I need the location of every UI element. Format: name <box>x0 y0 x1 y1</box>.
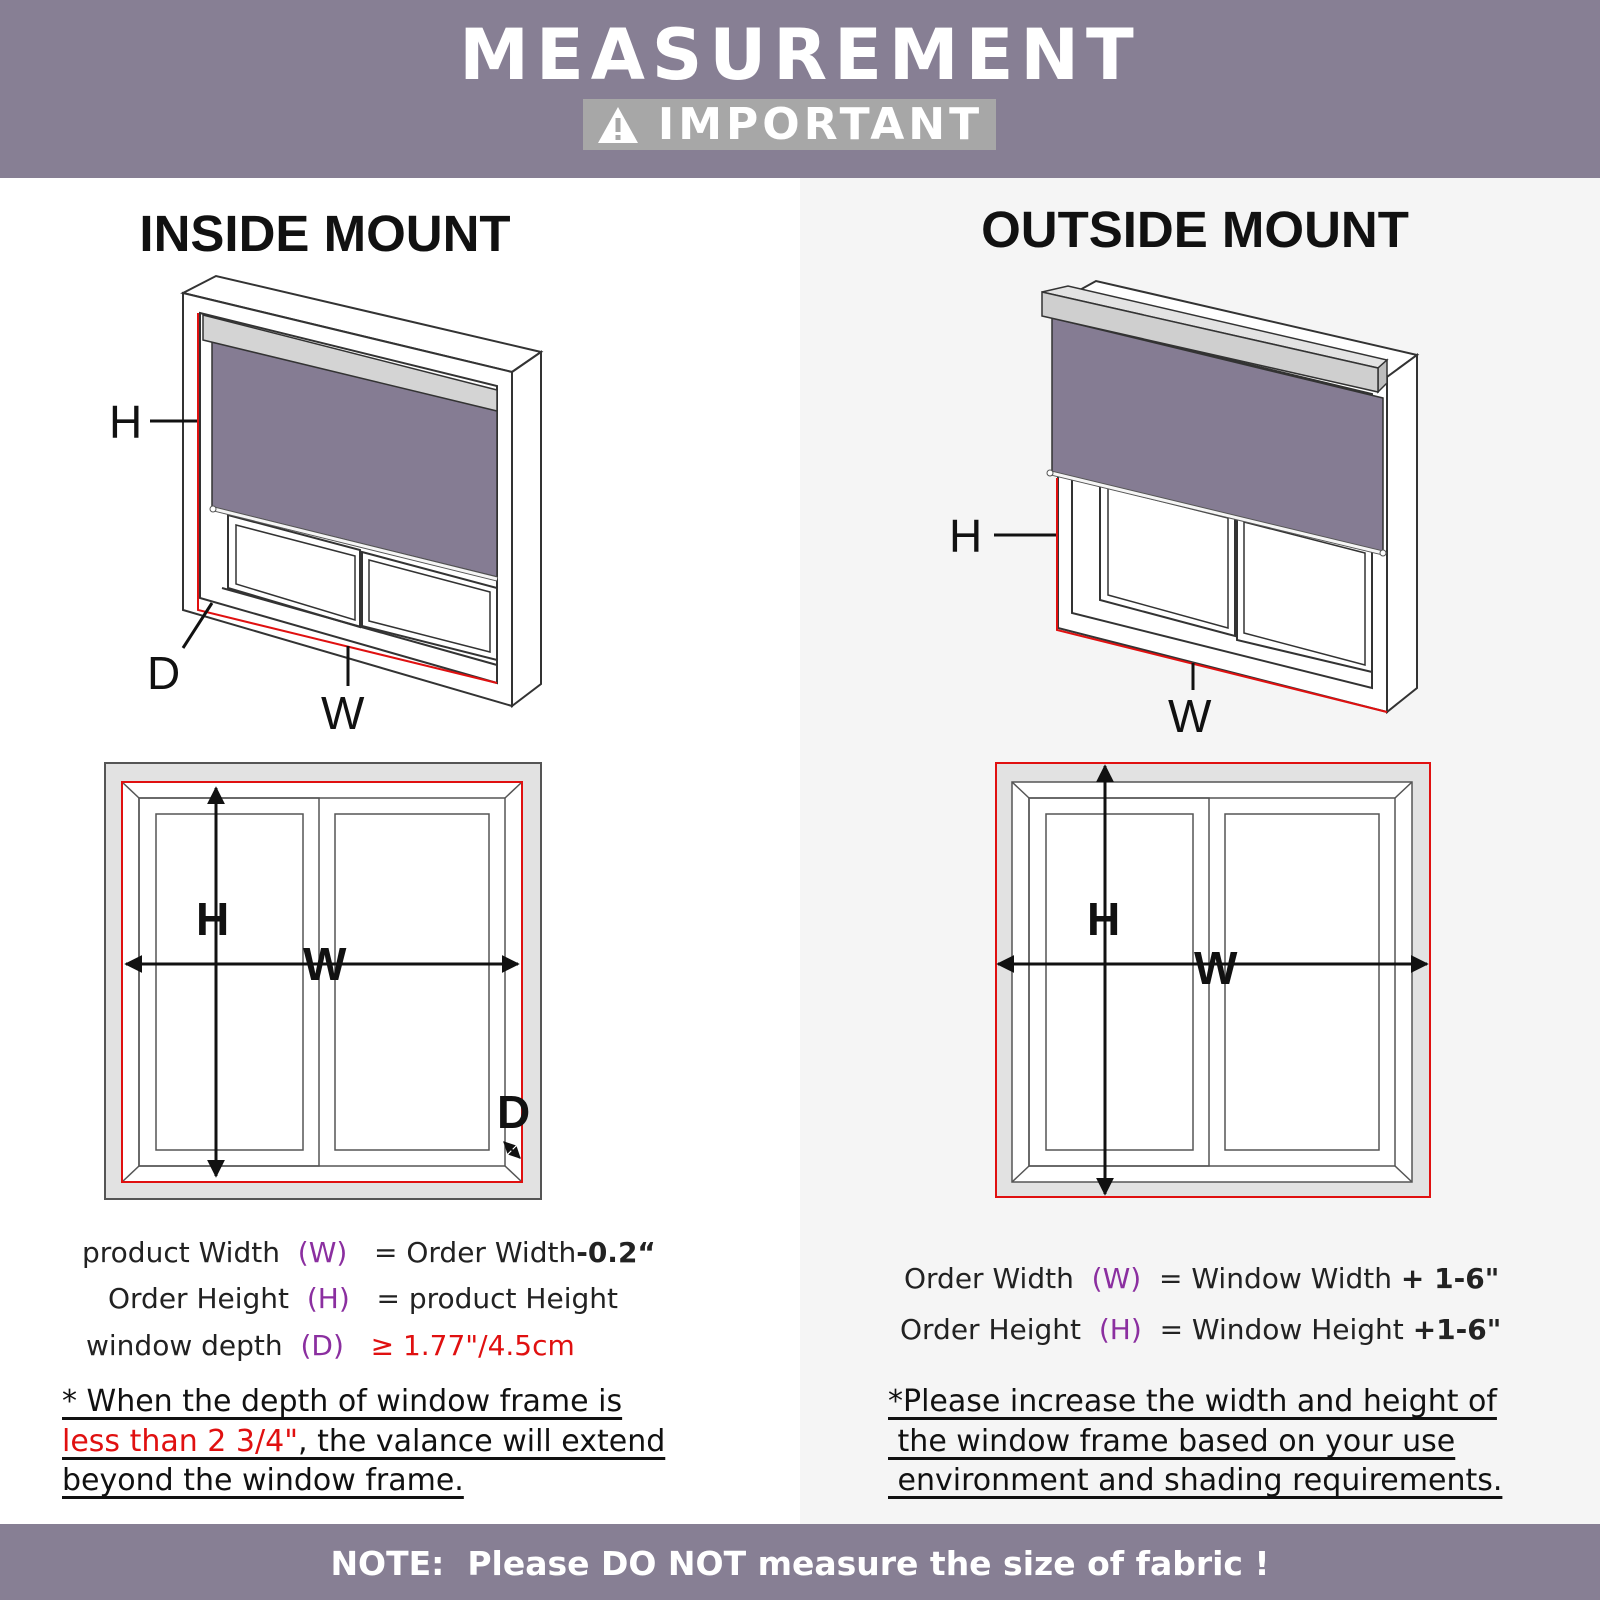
inside-note-line-2 <box>62 1424 665 1459</box>
inside-mount-illustration <box>0 0 800 760</box>
formula-letter: (H) <box>1098 1313 1142 1346</box>
formula-label: Order Width <box>904 1262 1074 1295</box>
formula-rhs-bold: +1-6" <box>1412 1313 1502 1346</box>
formula-letter: (D) <box>300 1329 344 1362</box>
outside-front-h-label: H <box>1087 893 1121 945</box>
outside-h-label: H <box>949 510 983 562</box>
outside-w-label: W <box>1168 690 1212 742</box>
inside-note-line-1: * When the depth of window frame is <box>62 1384 623 1419</box>
inside-front-w-label: W <box>303 938 347 990</box>
outside-formula-height <box>900 1313 1501 1346</box>
inside-front-d-label: D <box>497 1086 531 1138</box>
formula-rhs: = Window Width <box>1159 1262 1393 1295</box>
inside-note-rest: , the valance will extend <box>298 1424 666 1459</box>
inside-w-label: W <box>321 687 365 739</box>
formula-label: product Width <box>82 1236 280 1269</box>
formula-label: window depth <box>86 1329 283 1362</box>
outside-mount-heading: OUTSIDE MOUNT <box>981 201 1409 258</box>
outside-front-w-label: W <box>1194 942 1238 994</box>
formula-rhs: = Window Height <box>1159 1313 1404 1346</box>
formula-rhs: = Order Width <box>374 1236 577 1269</box>
formula-label: Order Height <box>900 1313 1082 1346</box>
outside-note-line-2: the window frame based on your use <box>888 1424 1456 1459</box>
important-label: IMPORTANT <box>657 99 984 150</box>
formula-rhs-red: ≥ 1.77"/4.5cm <box>370 1329 575 1362</box>
outside-note-line-1: *Please increase the width and height of <box>888 1384 1497 1419</box>
inside-d-label: D <box>147 647 181 699</box>
formula-label: Order Height <box>108 1282 290 1315</box>
inside-h-label: H <box>109 396 143 448</box>
outside-note-line-3: environment and shading requirements. <box>888 1463 1503 1498</box>
page-title: MEASUREMENT <box>459 14 1141 96</box>
inside-formula-height <box>108 1282 618 1315</box>
formula-letter: (H) <box>306 1282 350 1315</box>
formula-rhs: = product Height <box>376 1282 618 1315</box>
outside-formula-width <box>904 1262 1499 1295</box>
inside-mount-heading: INSIDE MOUNT <box>139 205 511 262</box>
footer-note: NOTE: Please DO NOT measure the size of fabric ! <box>330 1544 1270 1583</box>
inside-formula-depth <box>86 1329 575 1362</box>
formula-letter: (W) <box>1091 1262 1142 1295</box>
formula-rhs-bold: -0.2“ <box>576 1236 656 1269</box>
inside-formula-width <box>82 1236 656 1269</box>
formula-letter: (W) <box>297 1236 348 1269</box>
inside-note-red: less than 2 3/4" <box>62 1424 299 1459</box>
outside-mount-illustration <box>800 0 1600 760</box>
inside-note-line-3: beyond the window frame. <box>62 1463 464 1498</box>
inside-front-h-label: H <box>196 893 230 945</box>
formula-rhs-bold: + 1-6" <box>1400 1262 1500 1295</box>
